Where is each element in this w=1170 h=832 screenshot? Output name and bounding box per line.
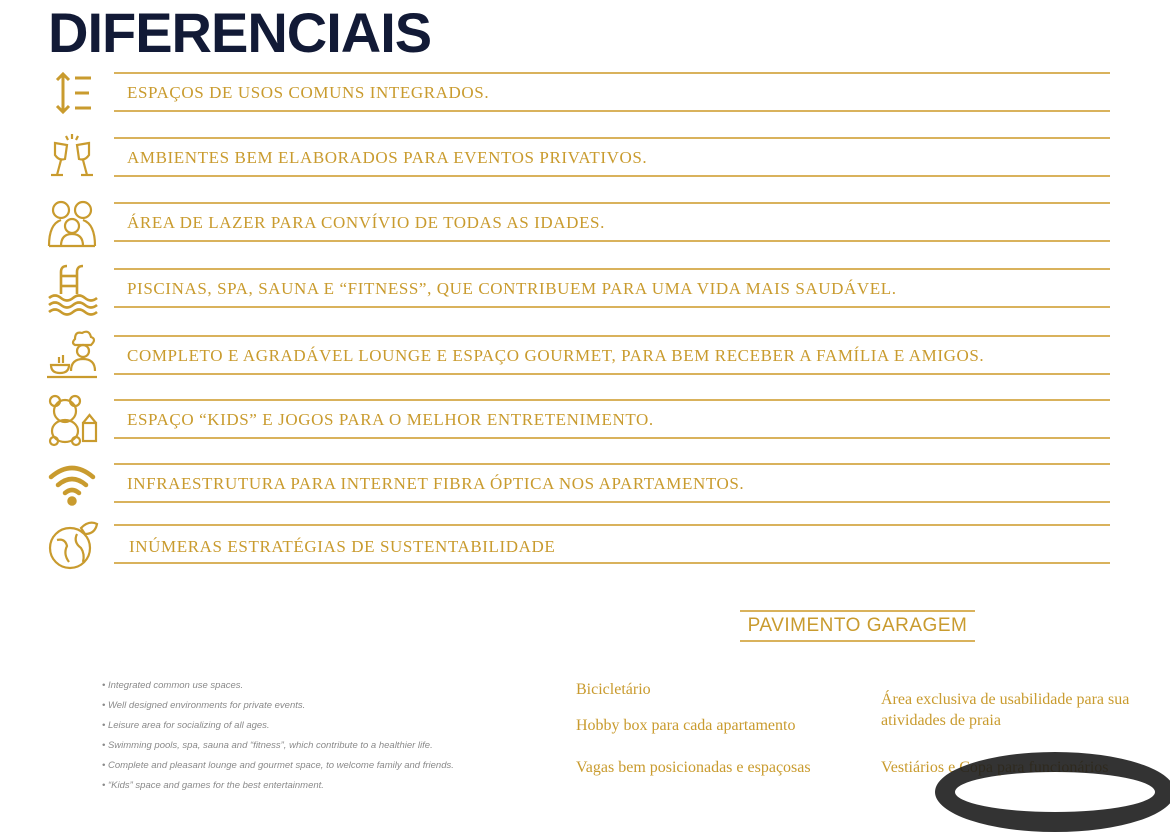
feature-label: ESPAÇOS DE USOS COMUNS INTEGRADOS. — [127, 83, 490, 102]
english-translation-list — [102, 679, 454, 799]
divider — [114, 175, 1110, 177]
feature-row — [0, 335, 1170, 375]
eco-globe-icon — [45, 518, 99, 572]
feature-label: PISCINAS, SPA, SAUNA E “FITNESS”, QUE CONTRIBUEM PARA UMA VIDA MAIS SAUDÁVEL. — [127, 279, 897, 298]
divider — [114, 373, 1110, 375]
swimming-pool-icon — [45, 262, 99, 316]
divider — [114, 562, 1110, 564]
divider — [114, 335, 1110, 337]
divider — [114, 463, 1110, 465]
feature-label: ESPAÇO “KIDS” E JOGOS PARA O MELHOR ENTRETENIMENTO. — [127, 410, 654, 429]
chef-gourmet-icon — [45, 329, 99, 383]
page-title: DIFERENCIAIS — [48, 1, 432, 64]
divider — [114, 110, 1110, 112]
divider — [114, 306, 1110, 308]
champagne-toast-icon — [45, 131, 99, 185]
list-item: • “Kids” space and games for the best entertainment. — [102, 780, 324, 791]
divider — [114, 72, 1110, 74]
feature-row — [0, 399, 1170, 439]
divider — [114, 202, 1110, 204]
feature-row — [0, 524, 1170, 564]
garage-item: Hobby box para cada apartamento — [576, 717, 796, 734]
feature-row — [0, 72, 1170, 112]
list-item: • Leisure area for socializing of all ages. — [102, 720, 270, 731]
divider — [114, 268, 1110, 270]
feature-label: COMPLETO E AGRADÁVEL LOUNGE E ESPAÇO GOURMET, PARA BEM RECEBER A FAMÍLIA E AMIGOS. — [127, 346, 985, 365]
wifi-icon — [45, 457, 99, 511]
logo-watermark — [935, 752, 1170, 832]
divider — [114, 137, 1110, 139]
feature-label: AMBIENTES BEM ELABORADOS PARA EVENTOS PRIVATIVOS. — [127, 148, 648, 167]
garage-item: Vestiários e Copa para funcionários — [881, 759, 1109, 776]
list-item: • Complete and pleasant lounge and gourmet space, to welcome family and friends. — [102, 760, 454, 771]
list-item: • Swimming pools, spa, sauna and “fitness”, which contribute to a healthier life. — [102, 740, 433, 751]
garage-item: Área exclusiva de usabilidade para sua atividades de praia — [881, 691, 1130, 729]
garage-section-title: PAVIMENTO GARAGEM — [740, 610, 975, 642]
divider — [114, 501, 1110, 503]
feature-label: INÚMERAS ESTRATÉGIAS DE SUSTENTABILIDADE — [129, 537, 556, 556]
family-icon — [45, 196, 99, 250]
feature-label: ÁREA DE LAZER PARA CONVÍVIO DE TODAS AS IDADES. — [127, 213, 605, 232]
feature-label: INFRAESTRUTURA PARA INTERNET FIBRA ÓPTICA NOS APARTAMENTOS. — [127, 474, 745, 493]
feature-row — [0, 137, 1170, 177]
feature-row — [0, 202, 1170, 242]
divider — [114, 524, 1110, 526]
divider — [114, 240, 1110, 242]
list-item: • Integrated common use spaces. — [102, 680, 244, 691]
feature-row — [0, 463, 1170, 503]
divider — [114, 399, 1110, 401]
feature-row — [0, 268, 1170, 308]
garage-item: Bicicletário — [576, 681, 651, 698]
garage-item: Vagas bem posicionadas e espaçosas — [576, 759, 811, 776]
list-item: • Well designed environments for private events. — [102, 700, 306, 711]
list-arrow-icon — [45, 66, 99, 120]
teddy-bear-icon — [45, 393, 99, 447]
divider — [114, 437, 1110, 439]
